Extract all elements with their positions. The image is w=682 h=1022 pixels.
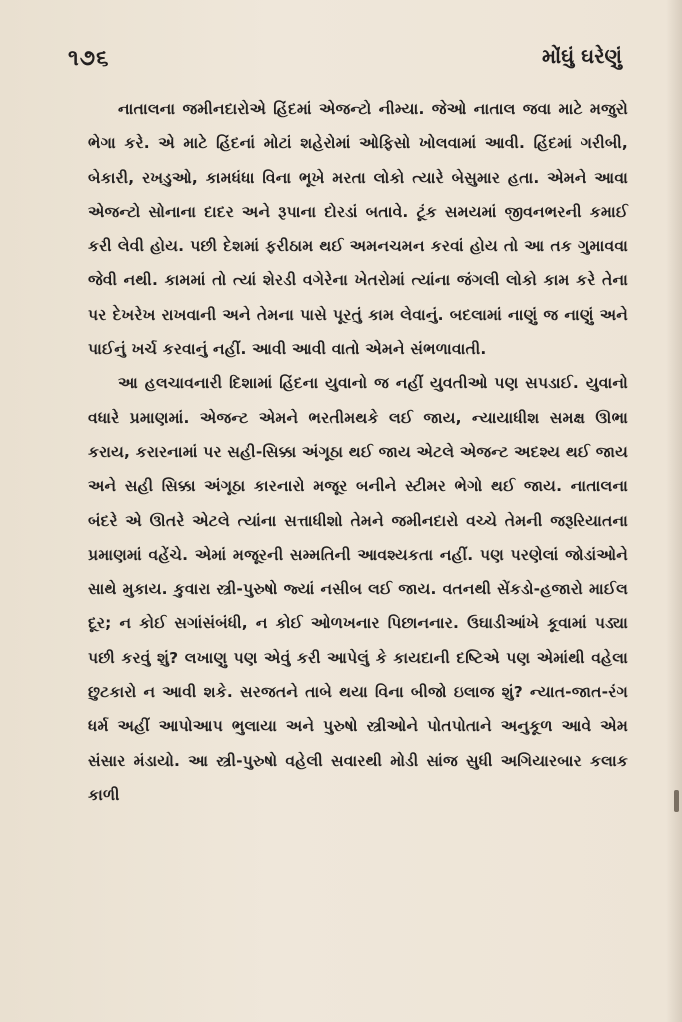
- page-header: [68, 44, 622, 76]
- running-title: મોંઘું ઘરેણું: [542, 44, 622, 68]
- paragraph-1: નાતાલના જમીનદારોએ હિંદમાં એજન્ટો નીમ્યા. જેઓ નાતાલ જવા માટે મજુરો ભેગા કરે. એ માટે હિંદનાં મોટાં શહેરોમાં ઓફિસો ખોલવામાં આવી. હિંદમાં ગરીબી, બેકારી, રખડુઓ, કામધંધા વિના ભૂખે મરતા લોકો ત્યારે બેસુમાર હતા. એમને આવા એજન્ટો સોનાના દાદર અને રૂપાના દોરડાં બતાવે. ટૂંક સમયમાં જીવનભરની કમાઈ કરી લેવી હોય. પછી દેશમાં ફરીઠામ થઈ અમનચમન કરવાં હોય તો આ તક ગુમાવવા જેવી નથી. કામમાં તો ત્યાં શેરડી વગેરેના ખેતરોમાં ત્યાંના જંગલી લોકો કામ કરે તેના પર દેખરેખ રાખવાની અને તેમના પાસે પૂરતું કામ લેવાનું. બદલામાં નાણું જ નાણું અને પાઈનું ખર્ચ કરવાનું નહીં. આવી આવી વાતો એમને સંભળાવાતી.: [88, 100, 628, 359]
- page-number: ૧૭૬: [68, 46, 110, 71]
- margin-mark: [674, 790, 679, 812]
- paragraph-2: આ હલચાવનારી દિશામાં હિંદના યુવાનો જ નહીં યુવતીઓ પણ સપડાઈ. યુવાનો વધારે પ્રમાણમાં. એજન્ટ એમને ભરતીમથકે લઈ જાય, ન્યાયાધીશ સમક્ષ ઊભા કરાય, કરારનામાં પર સહી-સિક્કા અંગૂઠા થઈ જાય એટલે એજન્ટ અદશ્ય થઈ જાય અને સહી સિક્કા અંગૂઠા કારનારો મજૂર બનીને સ્ટીમર ભેગો થઈ જાય. નાતાલના બંદરે એ ઊતરે એટલે ત્યાંના સત્તાધીશો તેમને જમીનદારો વચ્ચે તેમની જરૂરિયાતના પ્રમાણમાં વહેંચે. એમાં મજૂરની સમ્મતિની આવશ્યકતા નહીં. પણ પરણેલાં જોડાંઓને સાથે મુકાય. કુવારા સ્ત્રી-પુરુષો જ્યાં નસીબ લઈ જાય. વતનથી સેંકડો-હજારો માઈલ દૂર; ન કોઈ સગાંસંબંધી, ન કોઈ ઓળખનાર પિછાનનાર. ઉઘાડીઆંખે કૂવામાં પડ્યા પછી કરવું શું? લખાણુ પણ એવું કરી આપેલું કે કાયદાની દષ્ટિએ પણ એમાંથી વહેલા છુટકારો ન આવી શકે. સરજતને તાબે થયા વિના બીજો ઇલાજ શું? ન્યાત-જાત-રંગ ધર્મ અહીં આપોઆપ ભુલાયા અને પુરુષો સ્ત્રીઓને પોતપોતાને અનુકૂળ આવે એમ સંસાર મંડાયો. આ સ્ત્રી-પુરુષો વહેલી સવારથી મોડી સાંજ સુધી અગિયારબાર કલાક કાળી: [88, 374, 628, 804]
- body-text: [88, 92, 628, 812]
- page-edge-shadow: [666, 0, 682, 1022]
